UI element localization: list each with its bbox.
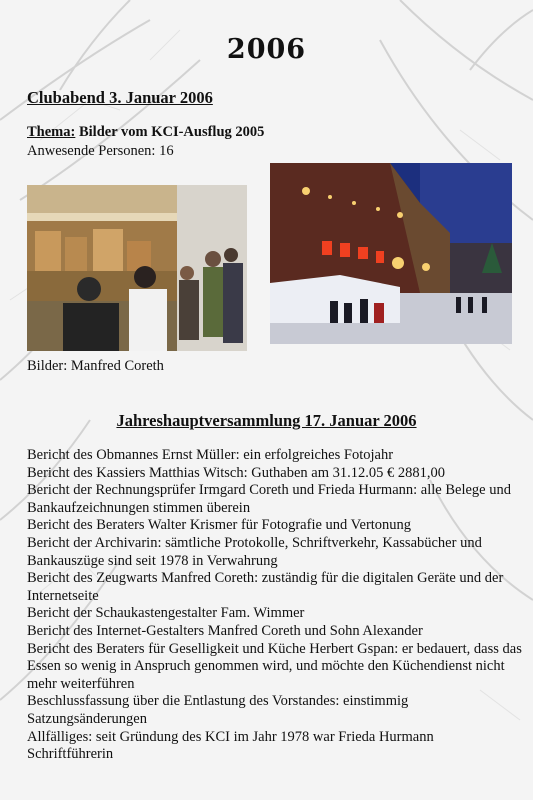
photo-credit: Bilder: Manfred Coreth — [27, 358, 164, 374]
list-item: Bericht des Obmannes Ernst Müller: ein erfolgreiches Fotojahr — [27, 447, 394, 463]
thema-line — [27, 124, 264, 141]
attendees-line: Anwesende Personen: 16 — [27, 143, 174, 159]
list-item: Bericht des Beraters für Geselligkeit und Küche Herbert Gspan: er bedauert, dass das Essen so wenig in Anspruch genommen wird, und möchte den Küchendienst nicht mehr weiterführen — [27, 640, 522, 692]
jahreshauptversammlung-heading: Jahreshauptversammlung 17. Januar 2006 — [116, 411, 417, 430]
list-item: Allfälliges: seit Gründung des KCI im Jahr 1978 war Frieda Hurmann Schriftführerin — [27, 728, 434, 763]
list-item: Bericht des Beraters Walter Krismer für Fotografie und Vertonung — [27, 517, 412, 534]
report-list — [27, 447, 522, 764]
photo-museum-visitors — [27, 185, 247, 351]
list-item: Bericht der Rechnungsprüfer Irmgard Coreth und Frieda Hurmann: alle Belege und Bankaufzeichnungen stimmen überein — [27, 482, 511, 516]
list-item: Bericht der Schaukastengestalter Fam. Wimmer — [27, 605, 305, 622]
thema-label: Thema: — [27, 124, 76, 140]
thema-text: Bilder vom KCI-Ausflug 2005 — [75, 124, 265, 140]
list-item: Bericht des Internet-Gestalters Manfred Coreth und Sohn Alexander — [27, 622, 423, 639]
page-year-heading: 2006 — [226, 34, 307, 65]
list-item: Satzungsänderungen — [27, 710, 147, 727]
list-item: Bericht des Zeugwarts Manfred Coreth: zuständig für die digitalen Geräte und der Internetseite — [27, 570, 504, 604]
photo-christmas-market-night — [270, 163, 512, 344]
list-item: Beschlussfassung über die Entlastung des Vorstandes: einstimmig — [27, 693, 409, 710]
list-item: Bericht des Kassiers Matthias Witsch: Guthaben am 31.12.05 € 2881,00 — [27, 464, 445, 481]
list-item: Bericht der Archivarin: sämtliche Protokolle, Schriftverkehr, Kassabücher und Bankauszüge sind seit 1978 in Verwahrung — [27, 534, 482, 569]
clubabend-heading: Clubabend 3. Januar 2006 — [27, 88, 213, 107]
